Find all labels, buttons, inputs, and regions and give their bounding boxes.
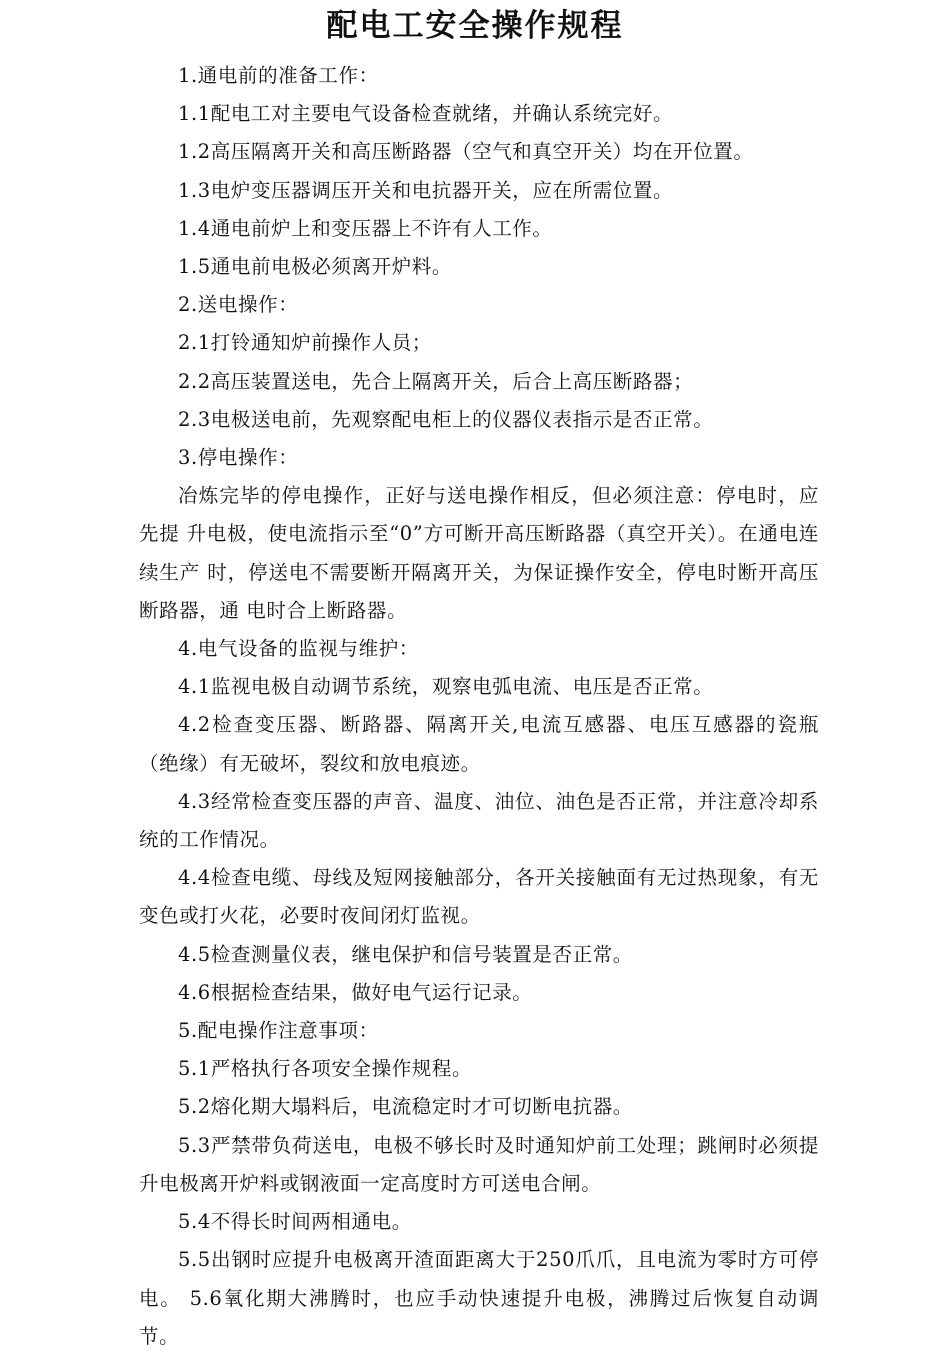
paragraph-1-2: 1.2高压隔离开关和高压断路器（空气和真空开关）均在开位置。: [178, 140, 754, 164]
paragraph-5-1: 5.1严格执行各项安全操作规程。: [178, 1057, 473, 1081]
paragraph-1-1: 1.1配电工对主要电气设备检查就绪，并确认系统完好。: [178, 102, 674, 126]
paragraph-4-2: 4.2检查变压器、断路器、隔离开关,电流互感器、电压互感器的瓷瓶（绝缘）有无破坏，裂纹和放电痕迹。: [139, 713, 819, 775]
section-heading-3: 3.停电操作：: [178, 446, 299, 470]
section-heading-5: 5.配电操作注意事项：: [178, 1019, 379, 1043]
paragraph-2-2: 2.2高压装置送电，先合上隔离开关，后合上高压断路器；: [178, 369, 694, 393]
paragraph-4-5: 4.5检查测量仪表，继电保护和信号装置是否正常。: [178, 942, 633, 966]
paragraph-5-2: 5.2熔化期大塌料后，电流稳定时才可切断电抗器。: [178, 1095, 633, 1119]
paragraph-3-body: 冶炼完毕的停电操作，正好与送电操作相反，但必须注意：停电时，应先提 升电极，使电流指示至“0”方可断开高压断路器（真空开关）。在通电连续生产 时，停送电不需要断开隔离开关，为保证操作安全，停电时断开高压断路器，通 电时合上断路器。: [139, 484, 819, 622]
section-heading-4: 4.电气设备的监视与维护：: [178, 637, 419, 661]
paragraph-4-4: 4.4检查电缆、母线及短网接触部分，各开关接触面有无过热现象，有无变色或打火花，必要时夜间闭灯监视。: [139, 866, 819, 928]
paragraph-5-4: 5.4不得长时间两相通电。: [178, 1210, 412, 1234]
paragraph-4-1: 4.1监视电极自动调节系统，观察电弧电流、电压是否正常。: [178, 675, 714, 699]
section-heading-2: 2.送电操作：: [178, 293, 299, 317]
paragraph-5-5: 5.5出钢时应提升电极离开渣面距离大于250爪爪，且电流为零时方可停电。 5.6氧化期大沸腾时，也应手动快速提升电极，沸腾过后恢复自动调节。: [139, 1248, 819, 1348]
paragraph-1-3: 1.3电炉变压器调压开关和电抗器开关，应在所需位置。: [178, 178, 674, 202]
paragraph-2-1: 2.1打铃通知炉前操作人员；: [178, 331, 432, 355]
paragraph-1-4: 1.4通电前炉上和变压器上不许有人工作。: [178, 216, 553, 240]
paragraph-4-3: 4.3经常检查变压器的声音、温度、油位、油色是否正常，并注意冷却系统的工作情况。: [139, 789, 819, 852]
page-title: 配电工安全操作规程: [326, 8, 624, 44]
paragraph-4-6: 4.6根据检查结果，做好电气运行记录。: [178, 980, 533, 1004]
document-body: [139, 57, 819, 1356]
paragraph-1-5: 1.5通电前电极必须离开炉料。: [178, 255, 453, 279]
section-heading-1: 1.通电前的准备工作：: [178, 64, 379, 87]
paragraph-2-3: 2.3电极送电前，先观察配电柜上的仪器仪表指示是否正常。: [178, 407, 714, 431]
paragraph-5-3: 5.3严禁带负荷送电，电极不够长时及时通知炉前工处理；跳闸时必须提升电极离开炉料或钢液面一定高度时方可送电合闸。: [139, 1133, 819, 1195]
